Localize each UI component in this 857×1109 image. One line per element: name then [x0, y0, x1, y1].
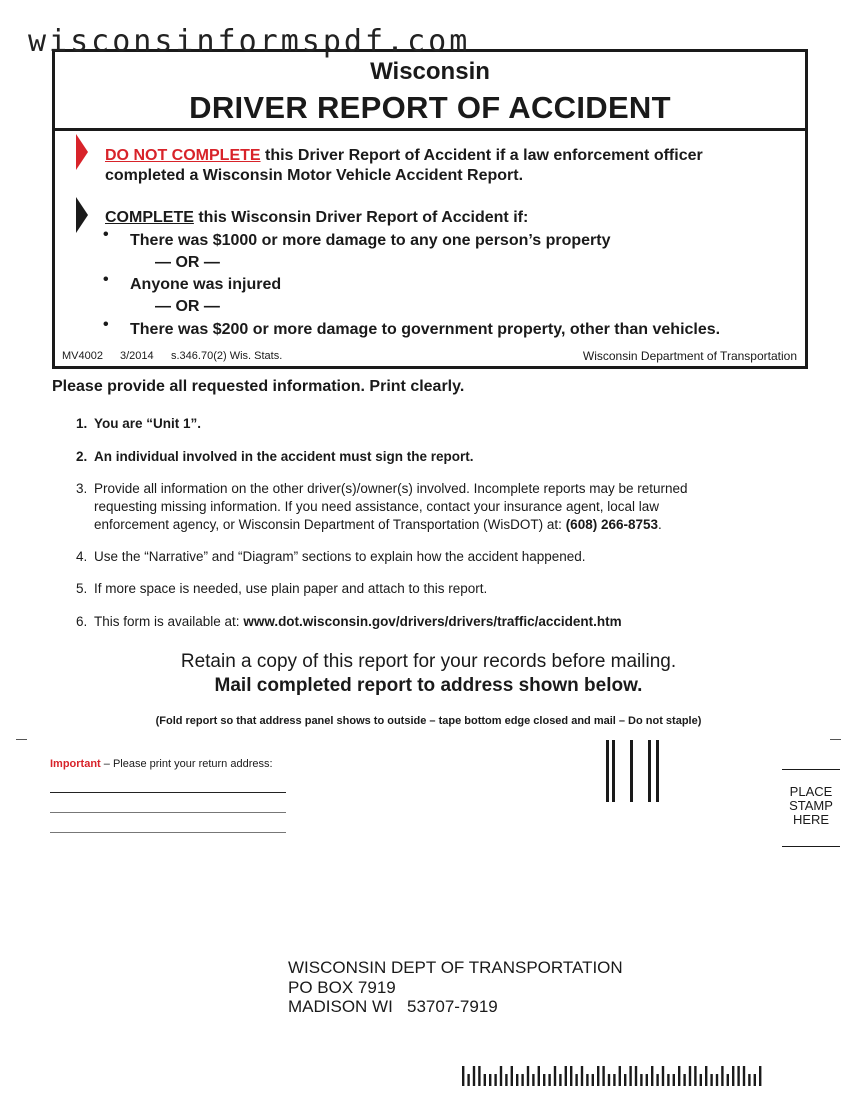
barcode-bar: [748, 1074, 750, 1086]
fold-mark-left: [16, 739, 27, 740]
barcode-bar: [467, 1074, 469, 1086]
barcode-bar: [694, 1066, 696, 1086]
barcode-bar: [494, 1074, 496, 1086]
state-name: Wisconsin: [370, 58, 490, 85]
barcode-bar: [581, 1066, 583, 1086]
barcode-bar: [689, 1066, 691, 1086]
barcode-bar: [759, 1066, 761, 1086]
barcode-bar: [570, 1066, 572, 1086]
barcode-bar: [548, 1074, 550, 1086]
barcode-bar: [640, 1074, 642, 1086]
fim-bar: [630, 740, 633, 802]
form-date: 3/2014: [120, 350, 154, 362]
barcode-bar: [575, 1074, 577, 1086]
barcode-bar: [484, 1074, 486, 1086]
barcode-bar: [532, 1074, 534, 1086]
barcode-bar: [489, 1074, 491, 1086]
form-url[interactable]: www.dot.wisconsin.gov/drivers/drivers/traffic/accident.htm: [243, 614, 622, 629]
title-block: [55, 52, 805, 131]
stamp-area: PLACE STAMP HERE: [789, 784, 833, 827]
barcode-bar: [592, 1074, 594, 1086]
stamp-box-bottom: [782, 846, 840, 847]
condition-2: Anyone was injured: [130, 276, 282, 293]
barcode-bar: [656, 1074, 658, 1086]
instruction-1: 1. You are “Unit 1”.: [76, 416, 202, 431]
barcode-bar: [629, 1066, 631, 1086]
condition-1: There was $1000 or more damage to any one person’s property: [130, 232, 611, 249]
barcode-bar: [716, 1074, 718, 1086]
mailing-address: WISCONSIN DEPT OF TRANSPORTATION PO BOX 7919 MADISON WI 53707-7919: [288, 958, 623, 1016]
barcode-bar: [635, 1066, 637, 1086]
barcode-bar: [743, 1066, 745, 1086]
bullet-icon: •: [103, 271, 109, 288]
fold-mark-right: [830, 739, 841, 740]
barcode-bar: [462, 1066, 464, 1086]
agency: Wisconsin Department of Transportation: [582, 349, 797, 363]
barcode-bar: [710, 1074, 712, 1086]
barcode-bar: [521, 1074, 523, 1086]
do-not-complete-line-2: completed a Wisconsin Motor Vehicle Accident Report.: [105, 167, 524, 184]
barcode-bar: [559, 1074, 561, 1086]
instructions-heading: Please provide all requested information. Print clearly.: [52, 378, 465, 395]
barcode-bar: [624, 1074, 626, 1086]
barcode-bar: [473, 1066, 475, 1086]
condition-3: There was $200 or more damage to government property, other than vehicles.: [130, 321, 721, 338]
help-phone: (608) 266-8753: [565, 517, 659, 532]
do-not-complete-text: this Driver Report of Accident if a law enforcement officer: [260, 147, 703, 164]
bullet-icon: •: [103, 316, 109, 333]
stamp-box-top: [782, 769, 840, 770]
barcode-bar: [543, 1074, 545, 1086]
instruction-6: 6. This form is available at: www.dot.wisconsin.gov/drivers/drivers/traffic/accident.htm: [76, 614, 622, 629]
return-address-line-3[interactable]: [50, 832, 286, 833]
barcode-bar: [673, 1074, 675, 1086]
instruction-4: 4. Use the “Narrative” and “Diagram” sections to explain how the accident happened.: [76, 549, 586, 564]
complete-text: this Wisconsin Driver Report of Accident if:: [193, 209, 529, 226]
mail-instruction: Mail completed report to address shown below.: [214, 675, 643, 696]
fold-instruction: (Fold report so that address panel shows to outside – tape bottom edge closed and mail – Do not staple): [155, 715, 702, 727]
postal-barcode-icon: [462, 1066, 772, 1086]
black-arrow-icon: [76, 197, 88, 233]
form-title: DRIVER REPORT OF ACCIDENT: [189, 90, 671, 125]
watermark-text: wisconsinformspdf.com: [28, 24, 471, 59]
return-address-line-2[interactable]: [50, 812, 286, 813]
barcode-bar: [678, 1066, 680, 1086]
complete-line: [105, 209, 528, 227]
barcode-bar: [608, 1074, 610, 1086]
form-id: MV4002: [62, 350, 103, 362]
do-not-complete-label: DO NOT COMPLETE: [105, 147, 261, 164]
barcode-bar: [565, 1066, 567, 1086]
barcode-bar: [651, 1066, 653, 1086]
barcode-bar: [737, 1066, 739, 1086]
barcode-bar: [754, 1074, 756, 1086]
or-separator-2: — OR —: [155, 298, 220, 315]
barcode-bar: [511, 1066, 513, 1086]
barcode-bar: [732, 1066, 734, 1086]
fim-bar: [656, 740, 659, 802]
barcode-bar: [619, 1066, 621, 1086]
barcode-bar: [527, 1066, 529, 1086]
red-arrow-icon: [76, 134, 88, 170]
fim-bar: [612, 740, 615, 802]
barcode-bar: [667, 1074, 669, 1086]
barcode-bar: [516, 1074, 518, 1086]
header-box: [52, 49, 808, 369]
fim-bar: [606, 740, 609, 802]
return-address-line-1[interactable]: [50, 792, 286, 793]
barcode-bar: [505, 1074, 507, 1086]
do-not-complete-line: [105, 147, 703, 165]
barcode-bar: [721, 1066, 723, 1086]
instruction-2: 2. An individual involved in the accident must sign the report.: [76, 449, 474, 464]
barcode-bar: [646, 1074, 648, 1086]
return-address-label: Important – Please print your return address:: [50, 758, 273, 770]
barcode-bar: [662, 1066, 664, 1086]
bullet-icon: •: [103, 226, 109, 243]
barcode-bar: [500, 1066, 502, 1086]
barcode-bar: [683, 1074, 685, 1086]
barcode-bar: [478, 1066, 480, 1086]
statute: s.346.70(2) Wis. Stats.: [171, 350, 283, 362]
instruction-5: 5. If more space is needed, use plain paper and attach to this report.: [76, 581, 488, 596]
barcode-bar: [705, 1066, 707, 1086]
or-separator-1: — OR —: [155, 254, 220, 271]
barcode-bar: [602, 1066, 604, 1086]
fim-bar: [648, 740, 651, 802]
barcode-bar: [538, 1066, 540, 1086]
barcode-bar: [597, 1066, 599, 1086]
barcode-bar: [554, 1066, 556, 1086]
barcode-bar: [613, 1074, 615, 1086]
barcode-bar: [700, 1074, 702, 1086]
barcode-bar: [586, 1074, 588, 1086]
complete-label: COMPLETE: [105, 209, 194, 226]
instruction-3: 3. Provide all information on the other driver(s)/owner(s) involved. Incomplete reports may be returned requesting missing information. If you need assistance, contact your insurance agent, local law enforcement agency, or Wisconsin Department of Transportation (WisDOT) at: (608) 266-8753.: [76, 481, 688, 532]
retain-copy-note: Retain a copy of this report for your records before mailing.: [180, 651, 677, 672]
barcode-bar: [727, 1074, 729, 1086]
